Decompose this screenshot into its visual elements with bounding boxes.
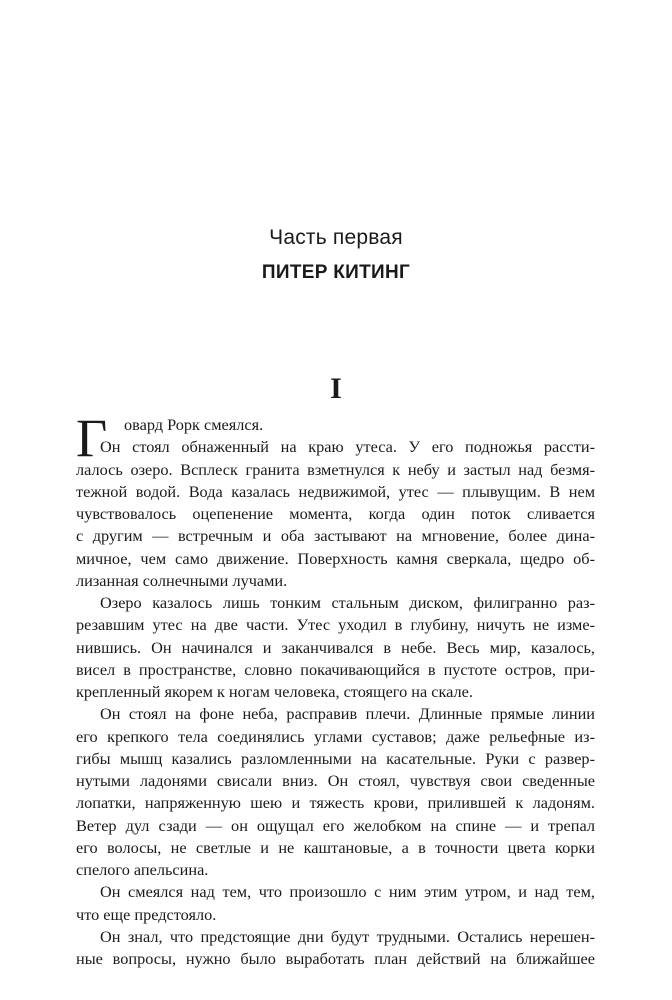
chapter-number: I	[330, 372, 342, 405]
text-line: тежной водой. Вода казалась недвижимой, утес — плывущим. В нем	[76, 481, 595, 501]
text-line: мичное, чем само движение. Поверхность камня сверкала, щедро об-	[76, 548, 595, 568]
text-line: спелого апельсина.	[76, 860, 209, 879]
text-line: висел в пространстве, словно покачивающийся в пустоте остров, при-	[76, 659, 595, 679]
text-line: гибы мышц казались разломленными на касательные. Руки с развер-	[76, 748, 595, 768]
text-line: нутыми ладонями свисали вниз. Он стоял, чувствуя свои сведенные	[76, 771, 595, 790]
text-line: овард Рорк смеялся.	[124, 415, 264, 434]
text-line: Он стоял на фоне неба, расправив плечи. Длинные прямые линии	[100, 704, 595, 724]
text-line: Он стоял обнаженный на краю утеса. У его подножья рассти-	[100, 437, 595, 457]
text-line: его крепкого тела соединялись углами суставов; даже рельефные из-	[76, 726, 595, 746]
text-line: Он знал, что предстоящие дни будут трудными. Остались нерешен-	[100, 926, 595, 946]
text-line: что еще предстояло.	[76, 904, 217, 924]
text-line: Он смеялся над тем, что произошло с ним этим утром, и над тем,	[100, 882, 595, 902]
drop-cap: Г	[76, 408, 108, 468]
text-line: крепленный якорем к ногам человека, стоящего на скале.	[76, 682, 473, 701]
text-line: Озеро казалось лишь тонким стальным диском, филигранно раз-	[100, 593, 595, 612]
text-line: ные вопросы, нужно было выработать план действий на ближайшее	[76, 949, 595, 968]
text-line: чувствовалось оцепенение момента, когда один поток сливается	[76, 504, 595, 523]
text-line: с другим — встречным и оба застывают на мгновение, более дина-	[76, 526, 595, 546]
part-title: ПИТЕР КИТИНГ	[261, 262, 411, 283]
part-label: Часть первая	[269, 226, 403, 249]
chapter-body	[76, 408, 595, 970]
text-line: его волосы, не светлые и не каштановые, а в точности цвета корки	[76, 837, 595, 857]
text-line: лопатки, напряженную шею и тяжесть крови, прилившей к ладоням.	[76, 793, 595, 813]
text-line: нившись. Он начинался и заканчивался в небе. Весь мир, казалось,	[76, 637, 595, 657]
text-line: Ветер дул сзади — он ощущал его желобком на спине — и трепал	[76, 815, 595, 835]
text-line: резавшим утес на две части. Утес уходил в глубину, ничуть не изме-	[76, 615, 595, 635]
text-line: лалось озеро. Всплеск гранита взметнулся к небу и застыл над безмя-	[76, 459, 595, 479]
text-line: лизанная солнечными лучами.	[76, 570, 288, 590]
